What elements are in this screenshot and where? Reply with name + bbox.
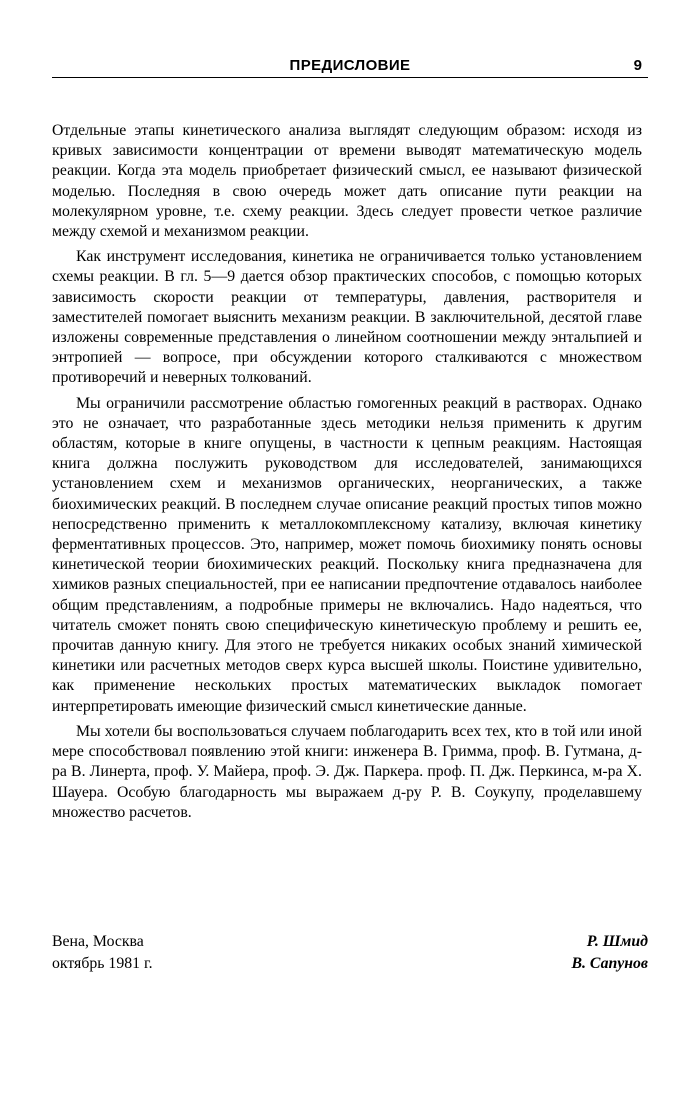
paragraph-3: Мы ограничили рассмотрение областью гомогенных реакций в растворах. Однако это не означает, что разработанные здесь методики нельзя применить к другим областям, которые в книге опущены, в частности к цепным реакциям. Настоящая книга должна послужить руководством для исследователей, занимающихся установлением схем и механизмов органических, неорганических, а также биохимических реакций. В последнем случае описание реакций простых типов можно непосредственно применить к металлокомплексному катализу, включая кинетику ферментативных процессов. Это, например, может помочь биохимику понять основы кинетической теории биохимических реакций. Поскольку книга предназначена для химиков разных специальностей, при ее написании предпочтение отдавалось наиболее общим представлениям, а подробные примеры не включались. Надо надеяться, что читатель сможет понять свою специфическую кинетическую проблему и решить ее, прочитав данную книгу. Для этого не требуется никаких особых знаний химической кинетики или расчетных методов сверх курса высшей школы. Поистине удивительно, как применение нескольких простых математических выкладок помогает интерпретировать имеющие физический смысл кинетические данные. — [52, 394, 642, 715]
paragraph-4: Мы хотели бы воспользоваться случаем поблагодарить всех тех, кто в той или иной мере способствовал появлению этой книги: инженера В. Гримма, проф. В. Гутмана, д-ра В. Линерта, проф. У. Майера, проф. Э. Дж. Паркера. проф. П. Дж. Перкинса, м-ра Х. Шауера. Особую благодарность мы выражаем д-ру Р. В. Соукупу, проделавшему множество расчетов. — [52, 722, 642, 821]
running-head — [52, 55, 648, 77]
signoff-authors — [571, 931, 648, 975]
running-title: ПРЕДИСЛОВИЕ — [289, 57, 411, 74]
page-number: 9 — [633, 57, 642, 74]
author-name-1: Р. Шмид — [586, 933, 648, 950]
paragraph-2: Как инструмент исследования, кинетика не ограничивается только установлением схемы реакции. В гл. 5—9 дается обзор практических способов, с помощью которых зависимость скорости реакции от температуры, давления, растворителя и заместителей помогает выяснить механизм реакции. В заключительной, десятой главе изложены современные представления о линейном соотношении между энтальпией и энтропией — вопросе, при обсуждении которого сталкиваются с множеством противоречий и неверных толкований. — [52, 248, 642, 387]
preface-body — [52, 121, 642, 828]
author-name-2: В. Сапунов — [571, 955, 648, 972]
signoff-date: октябрь 1981 г. — [52, 955, 153, 972]
signoff-place: Вена, Москва — [52, 933, 144, 950]
signoff-place-date — [52, 931, 153, 975]
header-rule — [52, 77, 648, 78]
paragraph-1: Отдельные этапы кинетического анализа выглядят следующим образом: исходя из кривых зависимости концентрации от времени выводят математическую модель реакции. Когда эта модель приобретает физический смысл, ее называют физической моделью. Последняя в свою очередь может дать описание пути реакции на молекулярном уровне, т.е. схему реакции. Здесь следует провести четкое различие между схемой и механизмом реакции. — [52, 122, 642, 241]
